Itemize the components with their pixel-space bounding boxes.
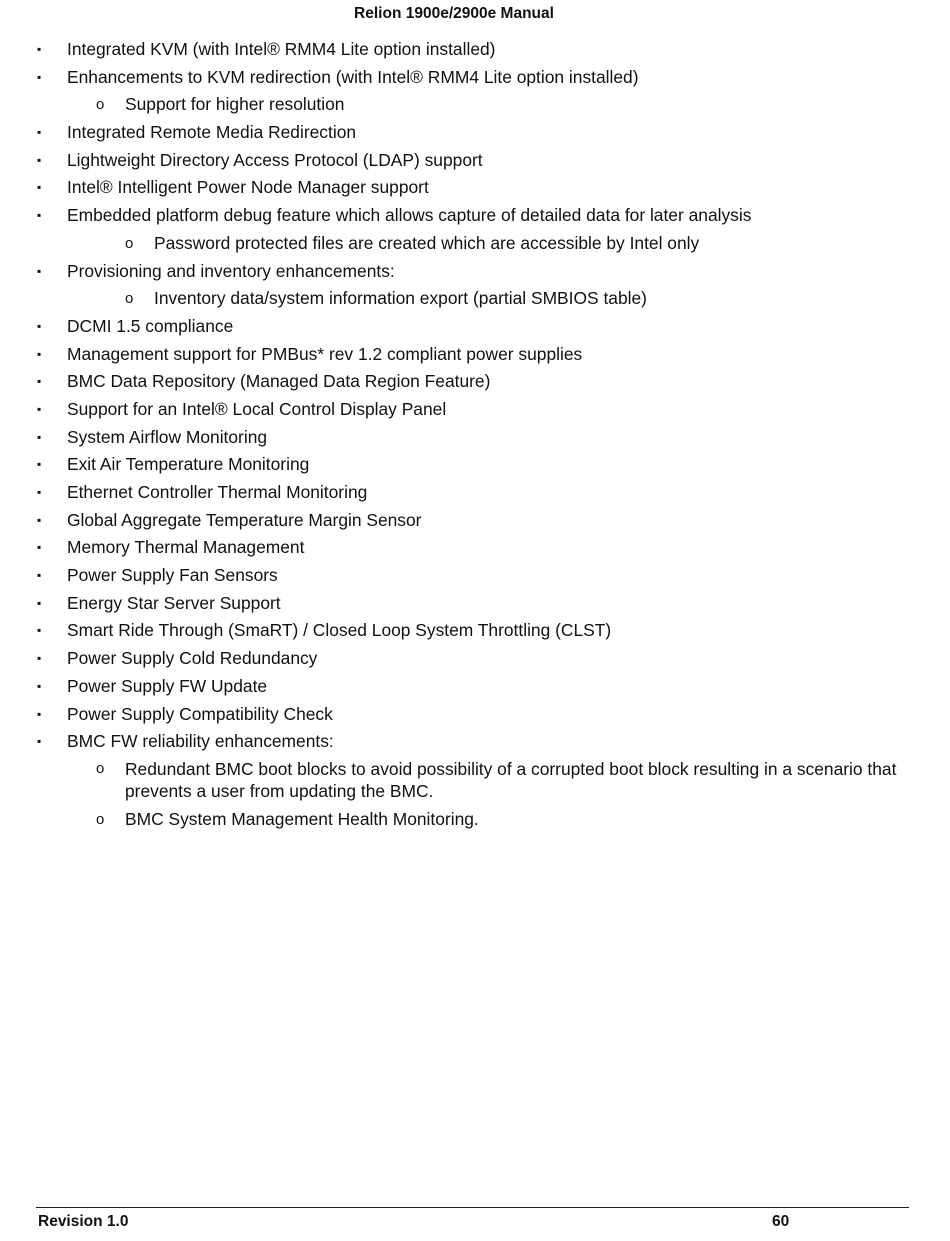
list-item	[0, 424, 950, 452]
list-item	[0, 119, 950, 147]
square-bullet-icon: ▪	[37, 152, 42, 167]
circle-bullet-icon: o	[96, 810, 105, 828]
list-item-text: Memory Thermal Management	[67, 537, 305, 558]
sub-list-item	[0, 285, 950, 313]
square-bullet-icon: ▪	[37, 568, 42, 583]
circle-bullet-icon: o	[125, 234, 134, 252]
list-item	[0, 202, 950, 230]
list-item	[0, 368, 950, 396]
footer-divider	[36, 1207, 909, 1208]
list-item	[0, 451, 950, 479]
list-item	[0, 174, 950, 202]
square-bullet-icon: ▪	[37, 623, 42, 638]
square-bullet-icon: ▪	[37, 678, 42, 693]
list-item-text: BMC FW reliability enhancements:	[67, 731, 334, 752]
list-item-text: Global Aggregate Temperature Margin Sensor	[67, 509, 422, 530]
sub-list-item	[0, 756, 950, 806]
list-item-text: DCMI 1.5 compliance	[67, 315, 234, 336]
list-item-text: Integrated Remote Media Redirection	[67, 122, 357, 143]
list-item-text: Energy Star Server Support	[67, 592, 281, 613]
list-item-text: Support for higher resolution	[125, 94, 345, 115]
list-item-text: Exit Air Temperature Monitoring	[67, 454, 310, 475]
sub-list-item	[0, 91, 950, 119]
square-bullet-icon: ▪	[37, 734, 42, 749]
sub-list-item	[0, 230, 950, 258]
list-item-text: BMC Data Repository (Managed Data Region Feature)	[67, 371, 491, 392]
square-bullet-icon: ▪	[37, 318, 42, 333]
square-bullet-icon: ▪	[37, 374, 42, 389]
sub-list-item	[0, 806, 950, 834]
list-item-text: Management support for PMBus* rev 1.2 compliant power supplies	[67, 343, 583, 364]
list-item	[0, 396, 950, 424]
square-bullet-icon: ▪	[37, 263, 42, 278]
list-item	[0, 673, 950, 701]
square-bullet-icon: ▪	[37, 125, 42, 140]
list-item-text: Embedded platform debug feature which allows capture of detailed data for later analysis	[67, 205, 752, 226]
list-item-text: Ethernet Controller Thermal Monitoring	[67, 482, 368, 502]
list-item-text: Enhancements to KVM redirection (with Intel® RMM4 Lite option installed)	[67, 66, 639, 87]
list-item-text: Password protected files are created which are accessible by Intel only	[154, 232, 700, 253]
list-item	[0, 534, 950, 562]
list-item	[0, 562, 950, 590]
square-bullet-icon: ▪	[37, 69, 42, 84]
list-item-text: Power Supply FW Update	[67, 675, 268, 696]
square-bullet-icon: ▪	[37, 651, 42, 666]
circle-bullet-icon: o	[125, 290, 134, 308]
list-item-text: Support for an Intel® Local Control Display Panel	[67, 398, 447, 419]
list-item	[0, 479, 950, 507]
list-item-text: Lightweight Directory Access Protocol (LDAP) support	[67, 149, 483, 170]
square-bullet-icon: ▪	[37, 512, 42, 527]
list-item	[0, 590, 950, 618]
list-item	[0, 617, 950, 645]
page-header-title: Relion 1900e/2900e Manual	[354, 5, 554, 22]
circle-bullet-icon: o	[96, 96, 105, 114]
square-bullet-icon: ▪	[37, 180, 42, 195]
list-item-text: System Airflow Monitoring	[67, 426, 268, 447]
square-bullet-icon: ▪	[37, 540, 42, 555]
list-item-text: Power Supply Fan Sensors	[67, 565, 278, 586]
list-item	[0, 341, 950, 369]
list-item	[0, 64, 950, 92]
list-item-text: Power Supply Cold Redundancy	[67, 648, 318, 669]
list-item	[0, 645, 950, 673]
square-bullet-icon: ▪	[37, 401, 42, 416]
list-item	[0, 728, 950, 756]
square-bullet-icon: ▪	[37, 457, 42, 472]
footer-revision: Revision 1.0	[38, 1213, 129, 1230]
list-item	[0, 313, 950, 341]
list-item-text: Redundant BMC boot blocks to avoid possibility of a corrupted boot block resulting in a scenario that prevents a user from updating the BMC.	[125, 758, 897, 802]
list-item	[0, 258, 950, 286]
square-bullet-icon: ▪	[37, 706, 42, 721]
list-item-text: Inventory data/system information export (partial SMBIOS table)	[154, 288, 647, 309]
list-item	[0, 147, 950, 175]
square-bullet-icon: ▪	[37, 346, 42, 361]
list-item-text: Smart Ride Through (SmaRT) / Closed Loop System Throttling (CLST)	[67, 620, 612, 641]
list-item-text: Power Supply Compatibility Check	[67, 703, 333, 724]
list-item	[0, 36, 950, 64]
square-bullet-icon: ▪	[37, 429, 42, 444]
list-item-text: BMC System Management Health Monitoring.	[125, 808, 479, 829]
square-bullet-icon: ▪	[37, 42, 42, 56]
list-item	[0, 507, 950, 535]
feature-list	[0, 36, 950, 834]
circle-bullet-icon: o	[96, 759, 105, 777]
list-item-text: Integrated KVM (with Intel® RMM4 Lite option installed)	[67, 39, 496, 59]
list-item-text: Provisioning and inventory enhancements:	[67, 260, 395, 281]
square-bullet-icon: ▪	[37, 208, 42, 223]
footer-page-number: 60	[772, 1213, 790, 1230]
square-bullet-icon: ▪	[37, 485, 42, 499]
list-item	[0, 701, 950, 729]
square-bullet-icon: ▪	[37, 595, 42, 610]
list-item-text: Intel® Intelligent Power Node Manager support	[67, 177, 429, 198]
